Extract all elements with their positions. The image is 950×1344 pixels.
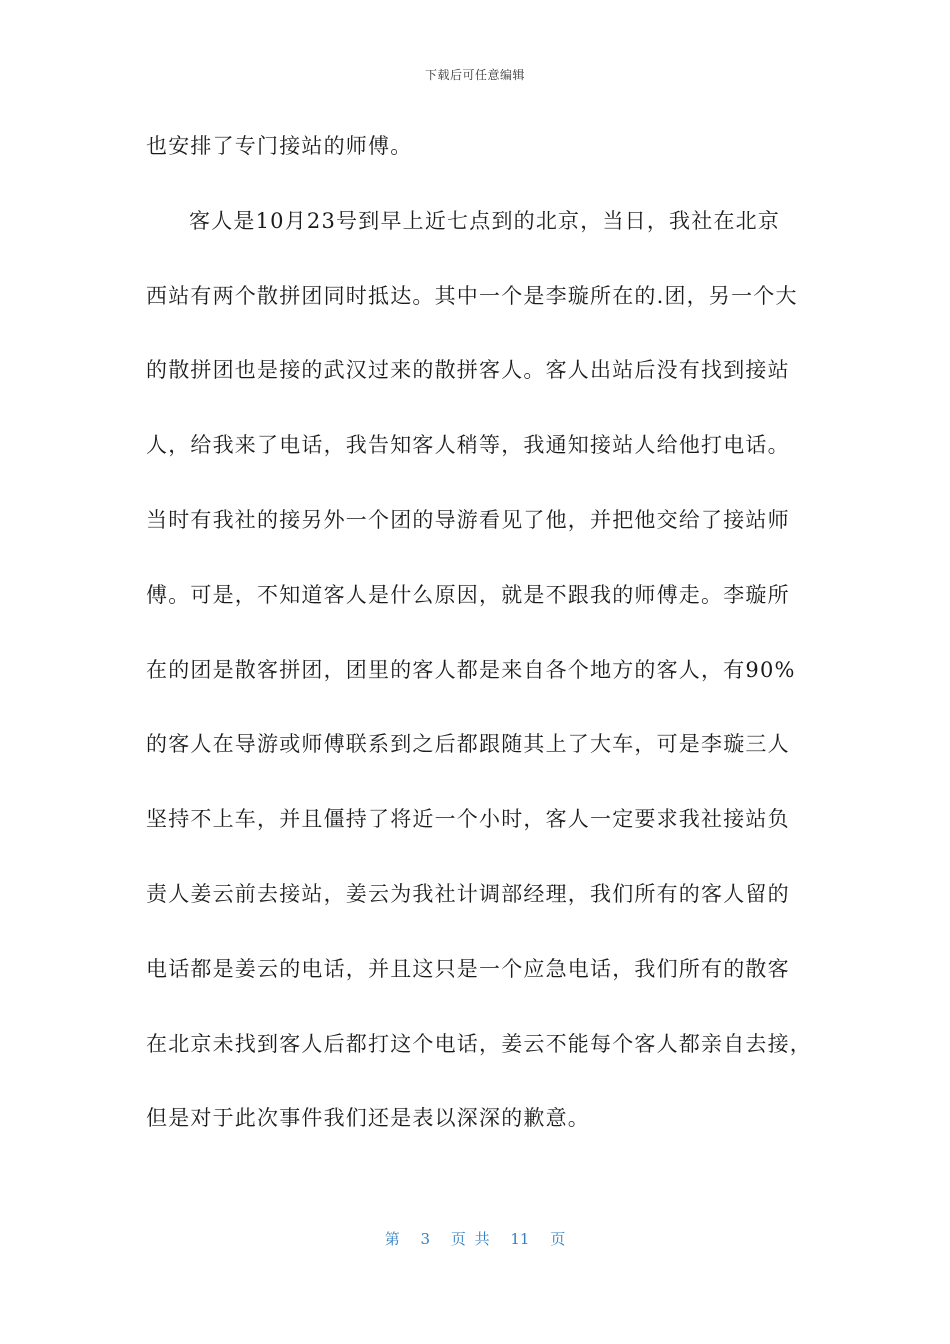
body-line: 在的团是散客拼团，团里的客人都是来自各个地方的客人，有90%: [146, 657, 796, 682]
body-line: 也安排了专门接站的师傅。: [146, 134, 413, 158]
footer-current-page: 3: [420, 1230, 431, 1248]
body-line: 西站有两个散拼团同时抵达。其中一个是李璇所在的.团，另一个大: [146, 283, 798, 308]
body-line: 的散拼团也是接的武汉过来的散拼客人。客人出站后没有找到接站: [146, 358, 790, 383]
page-footer: [0, 1228, 950, 1249]
body-line: 责人姜云前去接站，姜云为我社计调部经理，我们所有的客人留的: [146, 881, 790, 906]
body-line: 电话都是姜云的电话，并且这只是一个应急电话，我们所有的散客: [146, 956, 790, 981]
footer-total-pages: 11: [510, 1230, 530, 1248]
footer-page-label: 第: [384, 1230, 400, 1248]
footer-end-label: 页: [550, 1230, 566, 1248]
body-line: 客人是10月23号到早上近七点到的北京，当日，我社在北京: [189, 208, 781, 233]
page-header: 下载后可任意编辑: [424, 68, 525, 82]
body-line: 坚持不上车，并且僵持了将近一个小时，客人一定要求我社接站负: [146, 807, 790, 832]
body-line: 人，给我来了电话，我告知客人稍等，我通知接站人给他打电话。: [146, 433, 790, 458]
document-body: [146, 126, 812, 1173]
body-line: 傅。可是，不知道客人是什么原因，就是不跟我的师傅走。李璇所: [146, 582, 790, 607]
body-line: 当时有我社的接另外一个团的导游看见了他，并把他交给了接站师: [146, 507, 790, 532]
footer-total-label: 页 共: [450, 1230, 490, 1248]
body-line: 但是对于此次事件我们还是表以深深的歉意。: [146, 1106, 590, 1131]
body-line: 在北京未找到客人后都打这个电话，姜云不能每个客人都亲自去接，: [146, 1031, 812, 1056]
body-line: 的客人在导游或师傅联系到之后都跟随其上了大车，可是李璇三人: [146, 732, 790, 757]
